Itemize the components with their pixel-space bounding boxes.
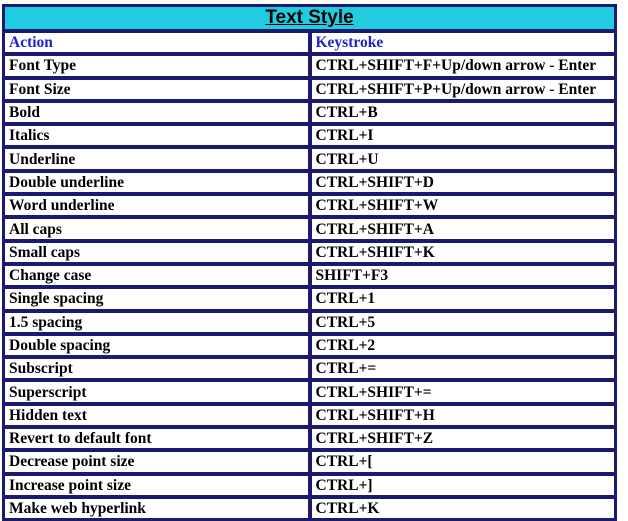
table-row [4,405,615,426]
action-cell: Make web hyperlink [4,498,309,519]
keystroke-cell: CTRL+SHIFT+H [311,405,616,426]
table-row [4,218,615,239]
table-row [4,498,615,519]
action-cell: Font Size [4,79,309,100]
action-cell: Increase point size [4,475,309,496]
keystroke-cell: CTRL+I [311,125,616,146]
table-row [4,381,615,402]
action-cell: Word underline [4,195,309,216]
table-header-row [4,32,615,53]
action-cell: Subscript [4,358,309,379]
action-cell: Superscript [4,381,309,402]
action-cell: Underline [4,148,309,169]
table-row [4,288,615,309]
action-cell: Decrease point size [4,451,309,472]
keystroke-cell: CTRL+SHIFT+K [311,242,616,263]
keystroke-cell: CTRL+SHIFT+A [311,218,616,239]
keystroke-cell: CTRL+2 [311,335,616,356]
table-row [4,428,615,449]
action-cell: Revert to default font [4,428,309,449]
table-row [4,451,615,472]
keystroke-cell: CTRL+SHIFT+Z [311,428,616,449]
keystroke-cell: CTRL+5 [311,312,616,333]
action-cell: 1.5 spacing [4,312,309,333]
table-row [4,358,615,379]
table-row [4,335,615,356]
keystroke-cell: CTRL+= [311,358,616,379]
table-row [4,55,615,76]
text-style-table [2,4,617,521]
keystroke-cell: CTRL+K [311,498,616,519]
table-row [4,125,615,146]
table-title-row [4,6,615,30]
column-header-keystroke: Keystroke [311,32,616,53]
table-row [4,79,615,100]
action-cell: Font Type [4,55,309,76]
table-row [4,148,615,169]
action-cell: Small caps [4,242,309,263]
table-row [4,242,615,263]
keystroke-cell: CTRL+B [311,102,616,123]
keystroke-cell: SHIFT+F3 [311,265,616,286]
table-row [4,195,615,216]
action-cell: Single spacing [4,288,309,309]
table-row [4,265,615,286]
keystroke-cell: CTRL+SHIFT+P+Up/down arrow - Enter [311,79,616,100]
keystroke-cell: CTRL+SHIFT+= [311,381,616,402]
action-cell: Double underline [4,172,309,193]
keystroke-cell: CTRL+SHIFT+F+Up/down arrow - Enter [311,55,616,76]
action-cell: Change case [4,265,309,286]
action-cell: Double spacing [4,335,309,356]
table-row [4,312,615,333]
table-title: Text Style [4,6,615,30]
keystroke-cell: CTRL+[ [311,451,616,472]
table-row [4,102,615,123]
action-cell: Hidden text [4,405,309,426]
table-body [4,6,615,519]
action-cell: All caps [4,218,309,239]
column-header-action: Action [4,32,309,53]
keystroke-cell: CTRL+1 [311,288,616,309]
keystroke-cell: CTRL+U [311,148,616,169]
keystroke-cell: CTRL+SHIFT+W [311,195,616,216]
action-cell: Bold [4,102,309,123]
keystroke-cell: CTRL+SHIFT+D [311,172,616,193]
table-row [4,475,615,496]
table-row [4,172,615,193]
action-cell: Italics [4,125,309,146]
keystroke-cell: CTRL+] [311,475,616,496]
